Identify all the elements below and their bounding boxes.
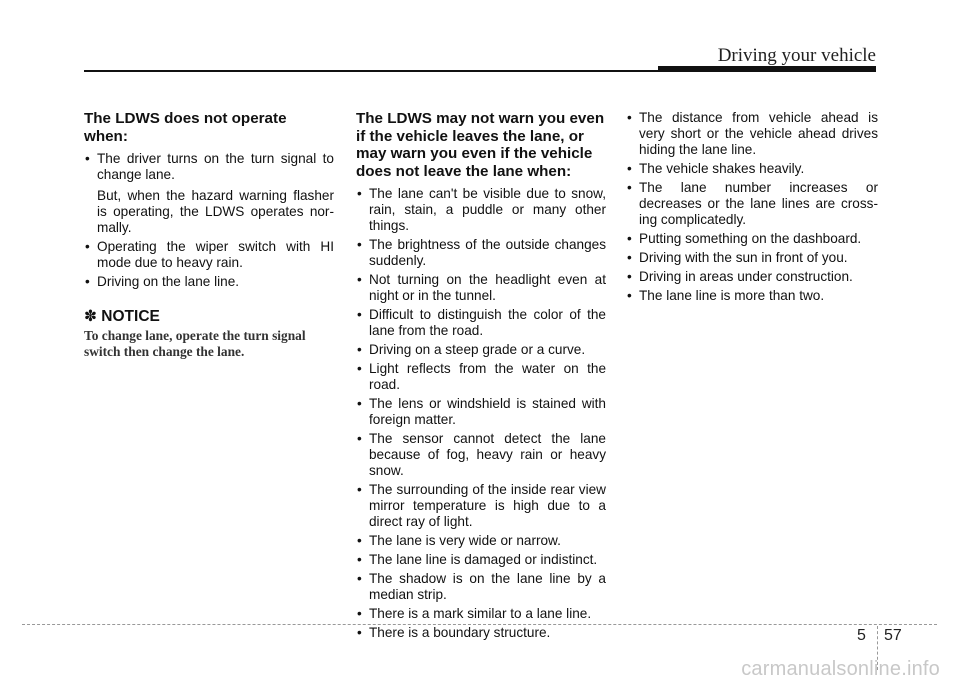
list-item <box>356 361 606 393</box>
list-item <box>356 533 606 549</box>
list-item <box>626 269 878 285</box>
bullet-icon: • <box>357 361 362 376</box>
notice-title: ✽ NOTICE <box>84 308 160 325</box>
header-rule-thick <box>658 66 876 72</box>
bullet-icon: • <box>357 625 362 640</box>
list-item-text: The lane line is damaged or indistinct. <box>369 552 598 567</box>
bullet-icon: • <box>627 180 632 195</box>
bullet-list-may-not-warn <box>356 186 606 641</box>
watermark-text: carmanualsonline.info <box>741 658 940 680</box>
list-item <box>626 161 878 177</box>
bullet-icon: • <box>357 396 362 411</box>
list-item <box>626 250 878 266</box>
section-heading-may-not-warn: The LDWS may not warn you even if the vehicle leaves the lane, or may warn you even if the vehicle does not leave the lane when: <box>356 110 605 180</box>
list-item-text: The brightness of the outside changes suddenly. <box>369 237 606 268</box>
list-item-text: Driving with the sun in front of you. <box>639 250 848 265</box>
list-item-text: The lane number increases or decreases or the lane lines are cross-ing complicatedly. <box>639 180 878 227</box>
list-item <box>356 237 606 269</box>
list-item <box>84 239 334 271</box>
bullet-icon: • <box>357 237 362 252</box>
list-item-text: Driving on a steep grade or a curve. <box>369 342 586 357</box>
list-item <box>626 110 878 158</box>
column-3 <box>626 110 878 307</box>
list-item-text: The shadow is on the lane line by a median strip. <box>369 571 606 602</box>
bullet-icon: • <box>85 239 90 254</box>
list-item-text: Putting something on the dashboard. <box>639 231 862 246</box>
bullet-icon: • <box>357 552 362 567</box>
footer-rule <box>22 624 937 625</box>
bullet-icon: • <box>627 231 632 246</box>
list-item <box>356 307 606 339</box>
list-item-text: The driver turns on the turn signal to change lane. <box>97 151 334 182</box>
list-item <box>356 342 606 358</box>
bullet-icon: • <box>357 571 362 586</box>
list-item <box>356 625 606 641</box>
list-item <box>84 151 334 236</box>
column-2 <box>356 110 606 644</box>
list-item <box>356 552 606 568</box>
list-item-text: Difficult to distinguish the color of the lane from the road. <box>369 307 606 338</box>
bullet-icon: • <box>357 606 362 621</box>
bullet-icon: • <box>85 274 90 289</box>
list-item-text: Not turning on the headlight even at night or in the tunnel. <box>369 272 606 303</box>
list-item <box>356 396 606 428</box>
bullet-icon: • <box>357 342 362 357</box>
list-item <box>84 274 334 290</box>
chapter-number: 5 <box>857 627 866 644</box>
bullet-list-no-operate <box>84 151 334 290</box>
notice-text: To change lane, operate the turn signal switch then change the lane. <box>84 328 306 359</box>
list-item-text: The lens or windshield is stained with foreign matter. <box>369 396 606 427</box>
column-1 <box>84 110 334 360</box>
list-item-text: The lane can't be visible due to snow, rain, stain, a puddle or many other things. <box>369 186 606 233</box>
list-item-text: Operating the wiper switch with HI mode due to heavy rain. <box>97 239 334 270</box>
list-item <box>356 606 606 622</box>
bullet-list-continued <box>626 110 878 304</box>
bullet-icon: • <box>357 533 362 548</box>
list-item-text: The lane is very wide or narrow. <box>369 533 561 548</box>
list-item <box>356 272 606 304</box>
list-item <box>626 288 878 304</box>
section-heading-no-operate: The LDWS does not operate when: <box>84 110 287 145</box>
list-item <box>356 431 606 479</box>
bullet-icon: • <box>357 431 362 446</box>
list-item-text: The vehicle shakes heavily. <box>639 161 805 176</box>
list-item-text: Driving in areas under construction. <box>639 269 853 284</box>
list-item <box>356 571 606 603</box>
page-number: 57 <box>884 627 902 644</box>
list-item-text: The distance from vehicle ahead is very short or the vehicle ahead drives hiding the lane line. <box>639 110 878 157</box>
list-item <box>356 186 606 234</box>
list-item-text: Light reflects from the water on the road. <box>369 361 606 392</box>
list-item-text: The sensor cannot detect the lane because of fog, heavy rain or heavy snow. <box>369 431 606 478</box>
header-rule-thin <box>84 70 664 72</box>
bullet-icon: • <box>357 272 362 287</box>
bullet-icon: • <box>85 151 90 166</box>
list-item-text: The lane line is more than two. <box>639 288 825 303</box>
bullet-icon: • <box>357 307 362 322</box>
page-header-title: Driving your vehicle <box>717 45 876 66</box>
list-item <box>356 482 606 530</box>
bullet-icon: • <box>627 161 632 176</box>
bullet-icon: • <box>357 186 362 201</box>
list-item <box>626 231 878 247</box>
list-item-note: But, when the hazard warning flasher is operating, the LDWS operates nor-mally. <box>97 188 334 235</box>
list-item-text: There is a boundary structure. <box>369 625 551 640</box>
bullet-icon: • <box>357 482 362 497</box>
bullet-icon: • <box>627 110 632 125</box>
bullet-icon: • <box>627 269 632 284</box>
list-item <box>626 180 878 228</box>
list-item-text: Driving on the lane line. <box>97 274 240 289</box>
list-item-text: The surrounding of the inside rear view mirror temperature is high due to a direct ray of light. <box>369 482 606 529</box>
bullet-icon: • <box>627 288 632 303</box>
bullet-icon: • <box>627 250 632 265</box>
list-item-text: There is a mark similar to a lane line. <box>369 606 592 621</box>
